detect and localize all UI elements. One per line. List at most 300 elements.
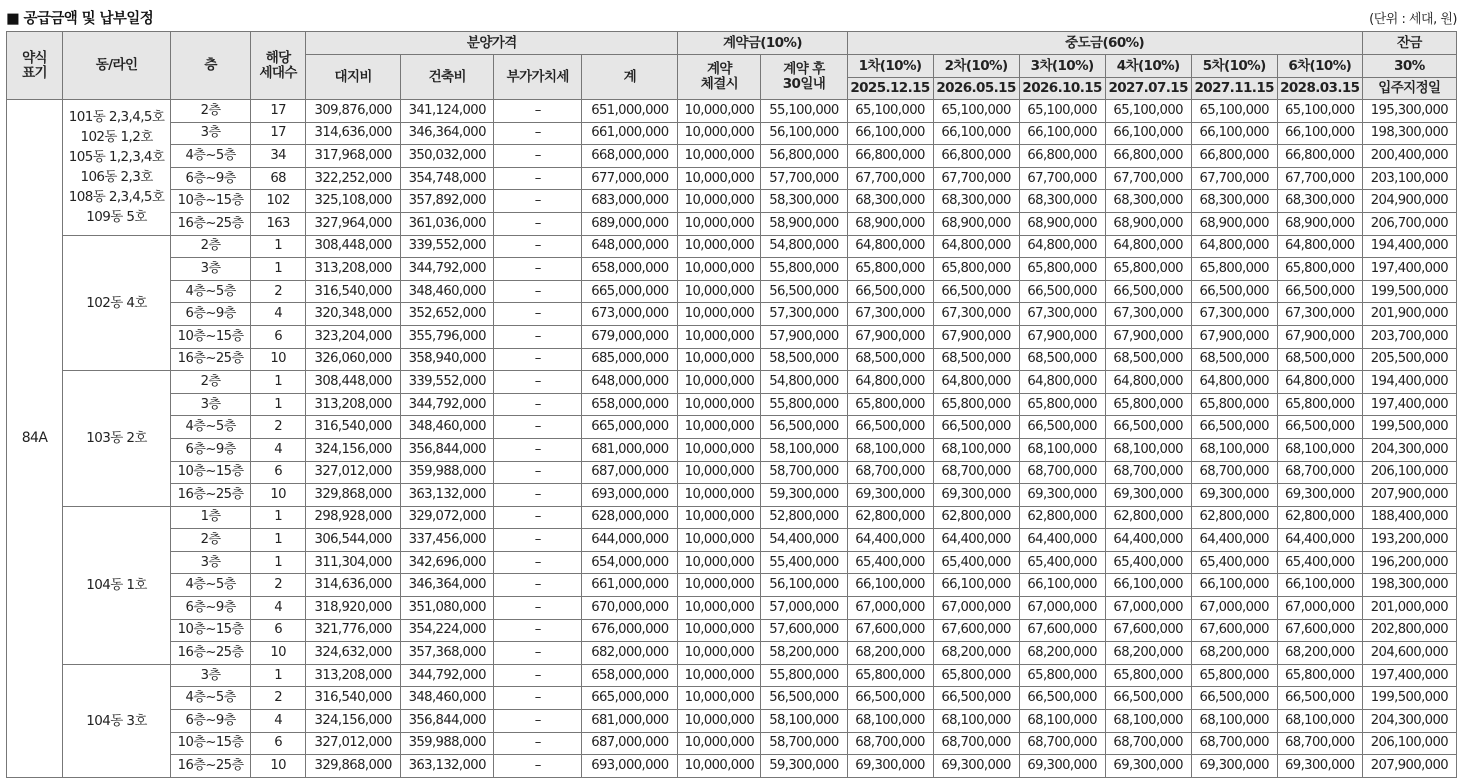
deposit-after-cell: 56,100,000 — [761, 574, 847, 597]
households-cell: 4 — [251, 597, 306, 620]
land-cost-cell: 329,868,000 — [306, 484, 401, 507]
deposit-after-cell: 55,800,000 — [761, 258, 847, 281]
building-cost-cell: 363,132,000 — [401, 755, 494, 778]
middle-5-cell: 67,000,000 — [1191, 597, 1277, 620]
middle-2-cell: 68,300,000 — [933, 190, 1019, 213]
header-land: 대지비 — [306, 55, 401, 100]
deposit-contract-cell: 10,000,000 — [678, 506, 761, 529]
deposit-after-cell: 57,600,000 — [761, 619, 847, 642]
deposit-after-cell: 57,900,000 — [761, 325, 847, 348]
land-cost-cell: 316,540,000 — [306, 280, 401, 303]
header-middle-5: 5차(10%) — [1191, 55, 1277, 78]
middle-1-cell: 68,100,000 — [847, 438, 933, 461]
deposit-contract-cell: 10,000,000 — [678, 190, 761, 213]
total-price-cell: 628,000,000 — [582, 506, 678, 529]
deposit-after-cell: 58,200,000 — [761, 642, 847, 665]
table-row — [7, 325, 1457, 348]
table-row — [7, 755, 1457, 778]
middle-3-cell: 65,800,000 — [1019, 393, 1105, 416]
land-cost-cell: 313,208,000 — [306, 393, 401, 416]
households-cell: 1 — [251, 235, 306, 258]
table-row — [7, 529, 1457, 552]
balance-cell: 201,900,000 — [1362, 303, 1456, 326]
middle-5-cell: 69,300,000 — [1191, 484, 1277, 507]
building-cost-cell: 354,224,000 — [401, 619, 494, 642]
middle-5-cell: 62,800,000 — [1191, 506, 1277, 529]
middle-1-cell: 68,900,000 — [847, 212, 933, 235]
deposit-contract-cell: 10,000,000 — [678, 393, 761, 416]
total-price-cell: 693,000,000 — [582, 755, 678, 778]
middle-4-cell: 66,500,000 — [1105, 416, 1191, 439]
middle-6-cell: 66,100,000 — [1277, 122, 1362, 145]
floor-cell: 3층 — [171, 258, 251, 281]
building-cost-cell: 344,792,000 — [401, 393, 494, 416]
header-total: 계 — [582, 55, 678, 100]
households-cell: 163 — [251, 212, 306, 235]
balance-cell: 204,300,000 — [1362, 710, 1456, 733]
header-sale-price: 분양가격 — [306, 32, 678, 55]
land-cost-cell: 322,252,000 — [306, 167, 401, 190]
middle-2-cell: 68,200,000 — [933, 642, 1019, 665]
floor-cell: 3층 — [171, 393, 251, 416]
middle-4-cell: 67,700,000 — [1105, 167, 1191, 190]
floor-cell: 6층~9층 — [171, 597, 251, 620]
households-cell: 10 — [251, 348, 306, 371]
table-row — [7, 371, 1457, 394]
total-price-cell: 658,000,000 — [582, 393, 678, 416]
middle-2-cell: 64,400,000 — [933, 529, 1019, 552]
deposit-contract-cell: 10,000,000 — [678, 732, 761, 755]
middle-3-cell: 64,800,000 — [1019, 235, 1105, 258]
vat-cell: – — [494, 755, 582, 778]
vat-cell: – — [494, 619, 582, 642]
floor-cell: 16층~25층 — [171, 484, 251, 507]
households-cell: 1 — [251, 551, 306, 574]
middle-1-cell: 68,200,000 — [847, 642, 933, 665]
deposit-contract-cell: 10,000,000 — [678, 280, 761, 303]
floor-cell: 16층~25층 — [171, 348, 251, 371]
middle-4-cell: 66,100,000 — [1105, 574, 1191, 597]
deposit-contract-cell: 10,000,000 — [678, 235, 761, 258]
middle-1-cell: 67,700,000 — [847, 167, 933, 190]
land-cost-cell: 309,876,000 — [306, 100, 401, 123]
middle-4-cell: 66,500,000 — [1105, 687, 1191, 710]
middle-5-cell: 65,800,000 — [1191, 664, 1277, 687]
floor-cell: 3층 — [171, 664, 251, 687]
land-cost-cell: 321,776,000 — [306, 619, 401, 642]
middle-6-cell: 64,800,000 — [1277, 371, 1362, 394]
deposit-contract-cell: 10,000,000 — [678, 574, 761, 597]
table-row — [7, 190, 1457, 213]
middle-3-cell: 66,500,000 — [1019, 280, 1105, 303]
floor-cell: 16층~25층 — [171, 642, 251, 665]
vat-cell: – — [494, 710, 582, 733]
middle-6-cell: 68,300,000 — [1277, 190, 1362, 213]
land-cost-cell: 318,920,000 — [306, 597, 401, 620]
deposit-contract-cell: 10,000,000 — [678, 551, 761, 574]
middle-2-cell: 67,900,000 — [933, 325, 1019, 348]
middle-6-cell: 68,100,000 — [1277, 438, 1362, 461]
deposit-after-cell: 54,800,000 — [761, 235, 847, 258]
header-middle-4-date: 2027.07.15 — [1105, 78, 1191, 100]
land-cost-cell: 316,540,000 — [306, 687, 401, 710]
middle-2-cell: 65,800,000 — [933, 258, 1019, 281]
floor-cell: 4층~5층 — [171, 280, 251, 303]
building-cost-cell: 351,080,000 — [401, 597, 494, 620]
total-price-cell: 654,000,000 — [582, 551, 678, 574]
middle-6-cell: 62,800,000 — [1277, 506, 1362, 529]
middle-5-cell: 65,800,000 — [1191, 393, 1277, 416]
dong-line-text: 102동 4호 — [86, 294, 147, 311]
middle-5-cell: 68,900,000 — [1191, 212, 1277, 235]
total-price-cell: 661,000,000 — [582, 122, 678, 145]
middle-6-cell: 68,700,000 — [1277, 461, 1362, 484]
households-cell: 2 — [251, 416, 306, 439]
households-cell: 10 — [251, 484, 306, 507]
floor-cell: 4층~5층 — [171, 574, 251, 597]
table-row — [7, 280, 1457, 303]
floor-cell: 1층 — [171, 506, 251, 529]
building-cost-cell: 363,132,000 — [401, 484, 494, 507]
total-price-cell: 658,000,000 — [582, 664, 678, 687]
table-row — [7, 416, 1457, 439]
middle-2-cell: 68,900,000 — [933, 212, 1019, 235]
middle-6-cell: 66,500,000 — [1277, 416, 1362, 439]
households-cell: 10 — [251, 642, 306, 665]
vat-cell: – — [494, 506, 582, 529]
deposit-contract-cell: 10,000,000 — [678, 597, 761, 620]
middle-1-cell: 67,600,000 — [847, 619, 933, 642]
middle-1-cell: 62,800,000 — [847, 506, 933, 529]
table-header — [7, 32, 1457, 100]
deposit-after-cell: 57,300,000 — [761, 303, 847, 326]
balance-cell: 206,100,000 — [1362, 461, 1456, 484]
households-cell: 6 — [251, 619, 306, 642]
middle-4-cell: 68,700,000 — [1105, 732, 1191, 755]
balance-cell: 195,300,000 — [1362, 100, 1456, 123]
vat-cell: – — [494, 167, 582, 190]
middle-4-cell: 64,800,000 — [1105, 371, 1191, 394]
deposit-contract-cell: 10,000,000 — [678, 371, 761, 394]
deposit-contract-cell: 10,000,000 — [678, 529, 761, 552]
middle-1-cell: 69,300,000 — [847, 484, 933, 507]
households-cell: 68 — [251, 167, 306, 190]
dong-line-cell — [63, 371, 171, 507]
vat-cell: – — [494, 325, 582, 348]
vat-cell: – — [494, 551, 582, 574]
header-middle-4: 4차(10%) — [1105, 55, 1191, 78]
table-row — [7, 461, 1457, 484]
land-cost-cell: 308,448,000 — [306, 235, 401, 258]
middle-6-cell: 67,700,000 — [1277, 167, 1362, 190]
deposit-contract-cell: 10,000,000 — [678, 484, 761, 507]
vat-cell: – — [494, 258, 582, 281]
middle-2-cell: 68,100,000 — [933, 438, 1019, 461]
header-balance: 잔금 — [1362, 32, 1456, 55]
header-dong-line: 동/라인 — [63, 32, 171, 100]
balance-cell: 194,400,000 — [1362, 371, 1456, 394]
land-cost-cell: 314,636,000 — [306, 122, 401, 145]
total-price-cell: 651,000,000 — [582, 100, 678, 123]
middle-6-cell: 66,500,000 — [1277, 280, 1362, 303]
deposit-contract-cell: 10,000,000 — [678, 167, 761, 190]
middle-2-cell: 62,800,000 — [933, 506, 1019, 529]
deposit-contract-cell: 10,000,000 — [678, 325, 761, 348]
middle-1-cell: 65,800,000 — [847, 664, 933, 687]
land-cost-cell: 324,156,000 — [306, 438, 401, 461]
middle-6-cell: 65,800,000 — [1277, 258, 1362, 281]
deposit-after-cell: 58,700,000 — [761, 732, 847, 755]
balance-cell: 203,100,000 — [1362, 167, 1456, 190]
middle-5-cell: 68,700,000 — [1191, 461, 1277, 484]
floor-cell: 10층~15층 — [171, 325, 251, 348]
middle-4-cell: 67,300,000 — [1105, 303, 1191, 326]
land-cost-cell: 306,544,000 — [306, 529, 401, 552]
header-middle-3: 3차(10%) — [1019, 55, 1105, 78]
total-price-cell: 677,000,000 — [582, 167, 678, 190]
deposit-after-cell: 56,500,000 — [761, 687, 847, 710]
vat-cell: – — [494, 393, 582, 416]
middle-2-cell: 65,800,000 — [933, 664, 1019, 687]
middle-5-cell: 67,300,000 — [1191, 303, 1277, 326]
middle-1-cell: 67,000,000 — [847, 597, 933, 620]
table-row — [7, 122, 1457, 145]
total-price-cell: 683,000,000 — [582, 190, 678, 213]
dong-line-text: 109동 5호 — [86, 209, 147, 226]
total-price-cell: 679,000,000 — [582, 325, 678, 348]
floor-cell: 16층~25층 — [171, 755, 251, 778]
deposit-contract-cell: 10,000,000 — [678, 145, 761, 168]
middle-2-cell: 65,400,000 — [933, 551, 1019, 574]
middle-1-cell: 68,100,000 — [847, 710, 933, 733]
building-cost-cell: 359,988,000 — [401, 732, 494, 755]
floor-cell: 2층 — [171, 235, 251, 258]
middle-1-cell: 65,400,000 — [847, 551, 933, 574]
households-cell: 6 — [251, 325, 306, 348]
middle-4-cell: 64,800,000 — [1105, 235, 1191, 258]
total-price-cell: 685,000,000 — [582, 348, 678, 371]
middle-3-cell: 67,900,000 — [1019, 325, 1105, 348]
dong-line-cell — [63, 664, 171, 777]
middle-4-cell: 67,000,000 — [1105, 597, 1191, 620]
middle-6-cell: 69,300,000 — [1277, 484, 1362, 507]
vat-cell: – — [494, 416, 582, 439]
middle-6-cell: 68,500,000 — [1277, 348, 1362, 371]
total-price-cell: 681,000,000 — [582, 710, 678, 733]
middle-1-cell: 68,700,000 — [847, 461, 933, 484]
middle-3-cell: 69,300,000 — [1019, 484, 1105, 507]
middle-4-cell: 65,800,000 — [1105, 393, 1191, 416]
deposit-after-cell: 57,000,000 — [761, 597, 847, 620]
households-cell: 2 — [251, 687, 306, 710]
middle-5-cell: 65,100,000 — [1191, 100, 1277, 123]
total-price-cell: 687,000,000 — [582, 732, 678, 755]
households-cell: 1 — [251, 664, 306, 687]
middle-2-cell: 67,300,000 — [933, 303, 1019, 326]
building-cost-cell: 356,844,000 — [401, 438, 494, 461]
header-deposit-after-30days: 계약 후 30일내 — [761, 55, 847, 100]
header-vat: 부가가치세 — [494, 55, 582, 100]
header-households: 해당 세대수 — [251, 32, 306, 100]
middle-5-cell: 66,100,000 — [1191, 122, 1277, 145]
building-cost-cell: 356,844,000 — [401, 710, 494, 733]
building-cost-cell: 337,456,000 — [401, 529, 494, 552]
middle-1-cell: 68,700,000 — [847, 732, 933, 755]
floor-cell: 3층 — [171, 122, 251, 145]
building-cost-cell: 348,460,000 — [401, 687, 494, 710]
middle-5-cell: 68,500,000 — [1191, 348, 1277, 371]
deposit-after-cell: 56,800,000 — [761, 145, 847, 168]
middle-3-cell: 66,500,000 — [1019, 687, 1105, 710]
vat-cell: – — [494, 574, 582, 597]
table-row — [7, 303, 1457, 326]
households-cell: 1 — [251, 371, 306, 394]
balance-cell: 205,500,000 — [1362, 348, 1456, 371]
dong-line-text: 104동 3호 — [86, 712, 147, 729]
dong-line-cell — [63, 506, 171, 664]
middle-1-cell: 65,800,000 — [847, 393, 933, 416]
table-row — [7, 393, 1457, 416]
deposit-contract-cell: 10,000,000 — [678, 438, 761, 461]
balance-cell: 201,000,000 — [1362, 597, 1456, 620]
middle-5-cell: 66,500,000 — [1191, 687, 1277, 710]
building-cost-cell: 350,032,000 — [401, 145, 494, 168]
middle-1-cell: 66,500,000 — [847, 416, 933, 439]
floor-cell: 4층~5층 — [171, 145, 251, 168]
balance-cell: 198,300,000 — [1362, 122, 1456, 145]
middle-2-cell: 67,600,000 — [933, 619, 1019, 642]
middle-6-cell: 67,900,000 — [1277, 325, 1362, 348]
deposit-after-cell: 59,300,000 — [761, 755, 847, 778]
middle-4-cell: 64,400,000 — [1105, 529, 1191, 552]
middle-3-cell: 66,500,000 — [1019, 416, 1105, 439]
middle-4-cell: 66,500,000 — [1105, 280, 1191, 303]
table-body — [7, 100, 1457, 778]
middle-5-cell: 66,800,000 — [1191, 145, 1277, 168]
dong-line-text: 103동 2호 — [86, 430, 147, 447]
middle-2-cell: 68,500,000 — [933, 348, 1019, 371]
middle-5-cell: 66,100,000 — [1191, 574, 1277, 597]
balance-cell: 197,400,000 — [1362, 664, 1456, 687]
deposit-after-cell: 52,800,000 — [761, 506, 847, 529]
building-cost-cell: 341,124,000 — [401, 100, 494, 123]
households-cell: 1 — [251, 506, 306, 529]
land-cost-cell: 327,964,000 — [306, 212, 401, 235]
dong-line-text: 104동 1호 — [86, 577, 147, 594]
middle-1-cell: 68,500,000 — [847, 348, 933, 371]
table-row — [7, 212, 1457, 235]
middle-3-cell: 68,200,000 — [1019, 642, 1105, 665]
middle-2-cell: 67,000,000 — [933, 597, 1019, 620]
middle-4-cell: 62,800,000 — [1105, 506, 1191, 529]
land-cost-cell: 324,156,000 — [306, 710, 401, 733]
balance-cell: 196,200,000 — [1362, 551, 1456, 574]
total-price-cell: 687,000,000 — [582, 461, 678, 484]
middle-5-cell: 67,700,000 — [1191, 167, 1277, 190]
middle-3-cell: 67,300,000 — [1019, 303, 1105, 326]
deposit-after-cell: 58,100,000 — [761, 710, 847, 733]
middle-3-cell: 68,500,000 — [1019, 348, 1105, 371]
total-price-cell: 665,000,000 — [582, 280, 678, 303]
middle-1-cell: 66,500,000 — [847, 280, 933, 303]
middle-2-cell: 69,300,000 — [933, 484, 1019, 507]
middle-6-cell: 66,500,000 — [1277, 687, 1362, 710]
households-cell: 4 — [251, 438, 306, 461]
land-cost-cell: 327,012,000 — [306, 461, 401, 484]
balance-cell: 199,500,000 — [1362, 280, 1456, 303]
land-cost-cell: 313,208,000 — [306, 664, 401, 687]
middle-6-cell: 64,800,000 — [1277, 235, 1362, 258]
land-cost-cell: 329,868,000 — [306, 755, 401, 778]
middle-1-cell: 66,500,000 — [847, 687, 933, 710]
total-price-cell: 693,000,000 — [582, 484, 678, 507]
total-price-cell: 644,000,000 — [582, 529, 678, 552]
middle-3-cell: 68,700,000 — [1019, 461, 1105, 484]
middle-3-cell: 69,300,000 — [1019, 755, 1105, 778]
deposit-after-cell: 55,800,000 — [761, 664, 847, 687]
middle-4-cell: 68,900,000 — [1105, 212, 1191, 235]
header-floor: 층 — [171, 32, 251, 100]
households-cell: 6 — [251, 461, 306, 484]
header-middle-1-date: 2025.12.15 — [847, 78, 933, 100]
land-cost-cell: 324,632,000 — [306, 642, 401, 665]
header-balance-date: 입주지정일 — [1362, 78, 1456, 100]
middle-4-cell: 69,300,000 — [1105, 755, 1191, 778]
building-cost-cell: 361,036,000 — [401, 212, 494, 235]
middle-2-cell: 65,100,000 — [933, 100, 1019, 123]
vat-cell: – — [494, 461, 582, 484]
middle-4-cell: 68,700,000 — [1105, 461, 1191, 484]
table-row — [7, 484, 1457, 507]
land-cost-cell: 325,108,000 — [306, 190, 401, 213]
middle-6-cell: 68,900,000 — [1277, 212, 1362, 235]
price-schedule-table — [6, 31, 1457, 778]
deposit-after-cell: 56,500,000 — [761, 416, 847, 439]
vat-cell: – — [494, 664, 582, 687]
middle-6-cell: 67,000,000 — [1277, 597, 1362, 620]
vat-cell: – — [494, 484, 582, 507]
households-cell: 1 — [251, 393, 306, 416]
middle-6-cell: 68,700,000 — [1277, 732, 1362, 755]
middle-1-cell: 64,800,000 — [847, 371, 933, 394]
floor-cell: 10층~15층 — [171, 619, 251, 642]
middle-3-cell: 65,100,000 — [1019, 100, 1105, 123]
title-bar — [6, 5, 1457, 29]
balance-cell: 204,300,000 — [1362, 438, 1456, 461]
balance-cell: 197,400,000 — [1362, 258, 1456, 281]
table-row — [7, 348, 1457, 371]
middle-3-cell: 67,700,000 — [1019, 167, 1105, 190]
middle-4-cell: 68,300,000 — [1105, 190, 1191, 213]
households-cell: 17 — [251, 122, 306, 145]
balance-cell: 204,900,000 — [1362, 190, 1456, 213]
deposit-contract-cell: 10,000,000 — [678, 348, 761, 371]
deposit-after-cell: 54,800,000 — [761, 371, 847, 394]
middle-3-cell: 66,100,000 — [1019, 122, 1105, 145]
middle-3-cell: 67,000,000 — [1019, 597, 1105, 620]
middle-3-cell: 64,800,000 — [1019, 371, 1105, 394]
header-middle-2-date: 2026.05.15 — [933, 78, 1019, 100]
middle-2-cell: 66,800,000 — [933, 145, 1019, 168]
vat-cell: – — [494, 235, 582, 258]
households-cell: 1 — [251, 258, 306, 281]
middle-3-cell: 66,100,000 — [1019, 574, 1105, 597]
dong-line-text: 101동 2,3,4,5호 — [68, 109, 165, 126]
page-title: ■ 공급금액 및 납부일정 — [6, 11, 154, 27]
middle-4-cell: 68,200,000 — [1105, 642, 1191, 665]
floor-cell: 10층~15층 — [171, 190, 251, 213]
header-middle-6: 6차(10%) — [1277, 55, 1362, 78]
